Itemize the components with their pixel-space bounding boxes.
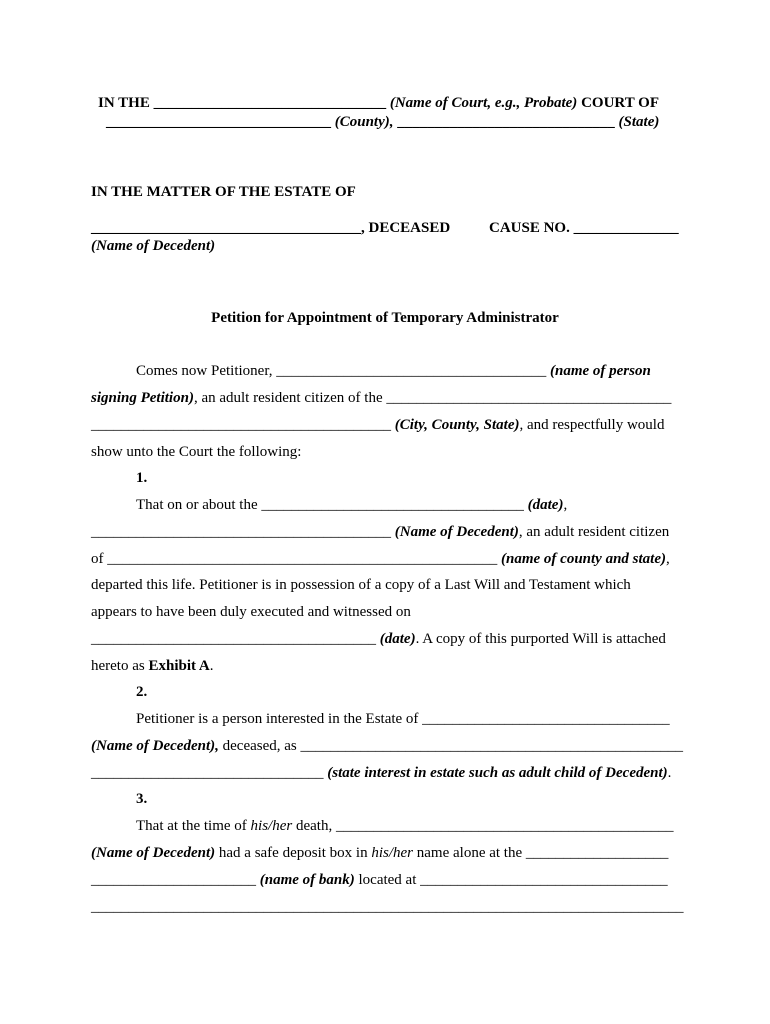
will-date-blank[interactable]: ______________________________________ — [91, 631, 380, 647]
court-name-blank[interactable]: _______________________________ — [153, 95, 387, 111]
death-date-blank[interactable]: That on or about the ___________________________________ — [136, 497, 528, 513]
resident-text: , an adult resident citizen — [518, 524, 670, 540]
body-line-13 — [91, 737, 683, 755]
section-number-3: 3. — [136, 791, 148, 807]
date-hint: (date) — [527, 497, 564, 513]
decedent-hint: (Name of Decedent) — [91, 238, 216, 254]
period: . — [209, 658, 214, 674]
petitioner-blank[interactable]: Comes now Petitioner, ____________________________________ — [136, 363, 550, 379]
interest-blank-2[interactable]: _______________________________ — [91, 765, 328, 781]
body-line-7 — [91, 550, 670, 568]
deceased-label: , DECEASED — [361, 220, 451, 236]
court-name-hint: (Name of Court, e.g., Probate) — [386, 95, 578, 111]
document-title: Petition for Appointment of Temporary Administrator — [211, 310, 559, 326]
state-blank[interactable]: _____________________________ — [393, 114, 615, 130]
section-number-1: 1. — [136, 470, 148, 486]
will-date-hint: (date) — [379, 631, 416, 647]
body-line-12[interactable]: Petitioner is a person interested in the Estate of _________________________________ — [136, 711, 670, 727]
court-line-1 — [98, 94, 659, 112]
body-line-10 — [91, 630, 666, 648]
city-county-hint: (City, County, State) — [394, 417, 520, 433]
body-line-8: departed this life. Petitioner is in possession of a copy of a Last Will and Testament which — [91, 577, 631, 593]
estate-matter-heading: IN THE MATTER OF THE ESTATE OF — [91, 184, 356, 200]
in-the: IN THE — [98, 95, 154, 111]
body-line-16 — [91, 844, 668, 862]
attached-text: . A copy of this purported Will is attached — [415, 631, 666, 647]
bank-name-blank[interactable]: ______________________ — [91, 872, 260, 888]
bank-name-hint: (name of bank) — [259, 872, 355, 888]
exhibit-a: Exhibit A — [148, 658, 210, 674]
body-line-1 — [136, 362, 651, 380]
petitioner-hint: (name of person — [549, 363, 651, 379]
decedent-name-hint-3: (Name of Decedent) — [91, 845, 216, 861]
decedent-line — [91, 219, 450, 237]
hereto-text: hereto as — [91, 658, 149, 674]
body-line-17 — [91, 871, 668, 889]
cause-number[interactable]: CAUSE NO. ______________ — [489, 220, 679, 236]
county-state-hint: (name of county and state) — [501, 551, 666, 567]
location-blank[interactable]: located at _________________________________ — [354, 872, 668, 888]
his-her-2: his/her — [371, 845, 414, 861]
county-hint: (County), — [331, 114, 394, 130]
signing-hint: signing Petition) — [91, 390, 194, 406]
body-line-15 — [136, 817, 673, 835]
body-line-18[interactable]: _______________________________________________________________________________ — [91, 899, 684, 915]
deposit-box-text: had a safe deposit box in — [215, 845, 372, 861]
his-her: his/her — [250, 818, 293, 834]
body-line-2 — [91, 389, 671, 407]
section-number-2: 2. — [136, 684, 148, 700]
period: . — [667, 765, 672, 781]
death-blank[interactable]: death, _____________________________________________ — [292, 818, 674, 834]
decedent-blank[interactable]: ____________________________________ — [91, 220, 361, 236]
court-line-2 — [106, 113, 659, 131]
body-line-4: show unto the Court the following: — [91, 444, 302, 460]
body-line-9: appears to have been duly executed and witnessed on — [91, 604, 411, 620]
time-text: That at the time of — [136, 818, 251, 834]
residence-blank[interactable]: , an adult resident citizen of the ______________________________________ — [193, 390, 672, 406]
interest-hint: (state interest in estate such as adult child of Decedent) — [327, 765, 668, 781]
state-hint: (State) — [614, 114, 660, 130]
comma: , — [666, 551, 670, 567]
decedent-name-hint: (Name of Decedent) — [394, 524, 519, 540]
body-line-6 — [91, 523, 669, 541]
decedent-name-hint-2: (Name of Decedent), — [91, 738, 219, 754]
county-blank[interactable]: ______________________________ — [106, 114, 331, 130]
body-line-5 — [136, 496, 567, 514]
court-of: COURT OF — [577, 95, 660, 111]
body-line-3 — [91, 416, 664, 434]
respectfully-text: , and respectfully would — [519, 417, 665, 433]
decedent-name-blank[interactable]: ________________________________________ — [91, 524, 395, 540]
comma: , — [563, 497, 568, 513]
body-line-11 — [91, 657, 214, 675]
bank-blank[interactable]: name alone at the ___________________ — [413, 845, 669, 861]
city-county-blank[interactable]: ________________________________________ — [91, 417, 395, 433]
body-line-14 — [91, 764, 671, 782]
interest-blank[interactable]: deceased, as ___________________________________________________ — [218, 738, 683, 754]
county-state-blank[interactable]: of ____________________________________________________ — [91, 551, 501, 567]
